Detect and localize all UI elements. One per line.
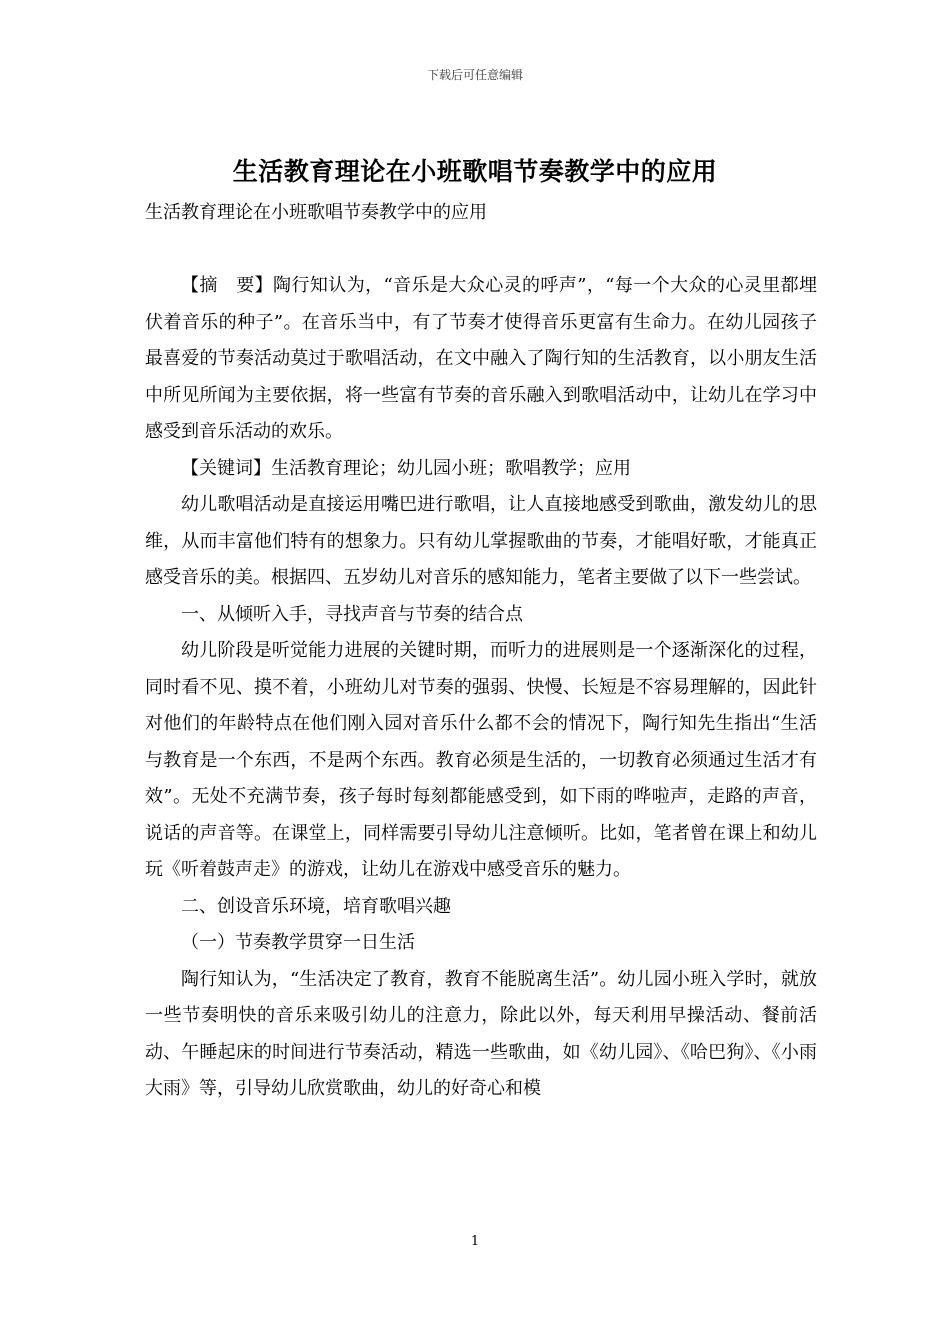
document-title: 生活教育理论在小班歌唱节奏教学中的应用 [232,157,718,186]
intro-paragraph: 幼儿歌唱活动是直接运用嘴巴进行歌唱，让人直接地感受到歌曲，激发幼儿的思维，从而丰富他们特有的想象力。只有幼儿掌握歌曲的节奏，才能唱好歌，才能真正感受音乐的美。根据四、五岁幼儿对音乐的感知能力，笔者主要做了以下一些尝试。 [145,494,817,588]
document-body [145,268,817,1108]
abstract-paragraph: 【摘 要】陶行知认为，“音乐是大众心灵的呼声”，“每一个大众的心灵里都埋伏着音乐的种子”。在音乐当中，有了节奏才使得音乐更富有生命力。在幼儿园孩子最喜爱的节奏活动莫过于歌唱活动，在文中融入了陶行知的生活教育，以小朋友生活中所见所闻为主要依据，将一些富有节奏的音乐融入到歌唱活动中，让幼儿在学习中感受到音乐活动的欢乐。 [145,275,817,442]
header-note: 下载后可任意编辑 [426,68,523,82]
keywords-paragraph: 【关键词】生活教育理论；幼儿园小班；歌唱教学；应用 [181,457,631,479]
section-1-paragraph: 幼儿阶段是听觉能力进展的关键时期，而听力的进展则是一个逐渐深化的过程，同时看不见、摸不着，小班幼儿对节奏的强弱、快慢、长短是不容易理解的，因此针对他们的年龄特点在他们刚入园对音乐什么都不会的情况下，陶行知先生指出“生活与教育是一个东西，不是两个东西。教育必须是生活的，一切教育必须通过生活才有效”。无处不充满节奏，孩子每时每刻都能感受到，如下雨的哗啦声，走路的声音，说话的声音等。在课堂上，同样需要引导幼儿注意倾听。比如，笔者曾在课上和幼儿玩《听着鼓声走》的游戏，让幼儿在游戏中感受音乐的魅力。 [145,640,817,880]
section-heading-2: 二、创设音乐环境，培育歌唱兴趣 [181,895,451,917]
section-heading-1: 一、从倾听入手，寻找声音与节奏的结合点 [181,603,523,625]
document-subtitle: 生活教育理论在小班歌唱节奏教学中的应用 [145,202,487,223]
subsection-2-1-paragraph: 陶行知认为，“生活决定了教育，教育不能脱离生活”。幼儿园小班入学时，就放一些节奏明快的音乐来吸引幼儿的注意力，除此以外，每天利用早操活动、餐前活动、午睡起床的时间进行节奏活动，精选一些歌曲，如《幼儿园》、《哈巴狗》、《小雨大雨》等，引导幼儿欣赏歌曲，幼儿的好奇心和模 [145,968,817,1099]
page-number: 1 [470,1234,480,1249]
subsection-heading-2-1: （一）节奏教学贯穿一日生活 [181,932,415,953]
